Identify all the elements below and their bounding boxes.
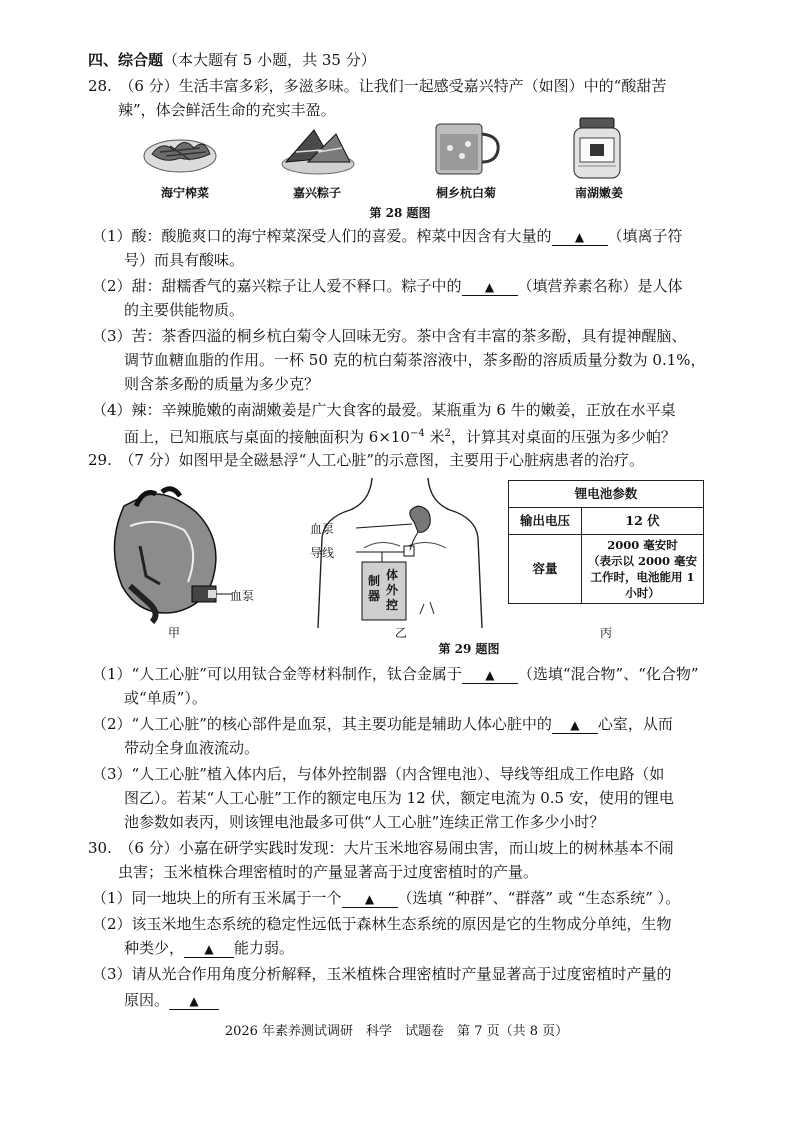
q29-p1-text: （1）“人工心脏”可以用钛合金等材料制作，钛合金属于 — [92, 665, 462, 683]
q29-p1-blank[interactable] — [462, 665, 518, 684]
fig-jia-label: 甲 — [168, 626, 181, 640]
q28-p1-text: （1）酸：酸脆爽口的海宁榨菜深受人们的喜爱。榨菜中因含有大量的 — [92, 227, 552, 245]
q29-part1-line2: 或“单质”）。 — [124, 689, 207, 707]
pickled-mustard-image — [140, 126, 220, 180]
battery-voltage-value: 12 伏 — [582, 508, 704, 535]
q29-part1-line1 — [92, 664, 699, 684]
capacity-line-2: （表示以 2000 毫安 — [587, 554, 697, 568]
q30-stem-line1: 30. （6 分）小嘉在研学实践时发现：大片玉米地容易闹虫害，而山坡上的树林基本不闹 — [88, 839, 674, 857]
battery-capacity-value — [582, 535, 704, 604]
q30-p3-blank[interactable] — [169, 991, 219, 1010]
q28-figure-caption: 第 28 题图 — [369, 206, 431, 220]
zongzi-image — [278, 124, 358, 182]
q30-stem-line2: 虫害；玉米植株合理密植时的产量显著高于过度密植时的产量。 — [118, 863, 539, 881]
q28-part2-line2: 的主要供能物质。 — [124, 301, 245, 319]
answer-marker: ▲ — [189, 994, 199, 1008]
q29-part2-line1 — [92, 714, 673, 734]
q28-p2-blank[interactable] — [462, 277, 518, 296]
q30-part1-line — [92, 888, 680, 908]
q29-part3-line3: 池参数如表丙，则该锂电池最多可供“人工心脏”连续正常工作多少小时？ — [124, 813, 605, 831]
battery-parameter-table — [508, 480, 704, 604]
answer-marker: ▲ — [484, 280, 495, 294]
q28-part3-line1: （3）苦：茶香四溢的桐乡杭白菊令人回味无穷。茶中含有丰富的茶多酚，具有提神醒脑、 — [92, 327, 687, 345]
battery-voltage-key: 输出电压 — [509, 508, 582, 535]
q30-p1-text: （1）同一地块上的所有玉米属于一个 — [92, 889, 342, 907]
q29-p1-hint: （选填“混合物”、“化合物” — [517, 665, 699, 683]
fig-bing-label: 丙 — [600, 626, 613, 640]
q28-part4-line1: （4）辣：辛辣脆嫩的南湖嫩姜是广大食客的最爱。某瓶重为 6 牛的嫩姜，正放在水平桌 — [92, 401, 676, 419]
q29-part3-line1: （3）“人工心脏”植入体内后，与体外控制器（内含锂电池）、导线等组成工作电路（如 — [92, 765, 665, 783]
fig-yi-label: 乙 — [395, 626, 408, 640]
q28-p4-unit: 米 — [424, 428, 445, 446]
q29-p2-text: （2）“人工心脏”的核心部件是血泵，其主要功能是辅助人体心脏中的 — [92, 715, 552, 733]
q28-p4-text-post: ，计算其对桌面的压强为多少帕？ — [450, 428, 676, 446]
q29-part3-line2: 图乙）。若某“人工心脏”工作的额定电压为 12 伏，额定电流为 0.5 安，使用的锂电 — [124, 789, 674, 807]
fig-yi-wire-label: 导线 — [310, 546, 335, 560]
q29-part2-line2: 带动全身血液流动。 — [124, 739, 260, 757]
q30-part2-line1: （2）该玉米地生态系统的稳定性远低于森林生态系统的原因是它的生物成分单纯，生物 — [92, 915, 672, 933]
q30-part2-line2 — [124, 938, 294, 958]
q28-part2-line1 — [92, 276, 683, 296]
answer-marker: ▲ — [574, 230, 585, 244]
q28-part4-line2 — [124, 424, 676, 447]
section-title: 四、综合题 — [88, 51, 164, 69]
q28-stem-line2: 辣”，体会鲜活生命的充实丰盈。 — [118, 101, 336, 119]
q28-p1-hint: （填离子符 — [607, 227, 683, 245]
q29-stem: 29. （7 分）如图甲是全磁悬浮“人工心脏”的示意图，主要用于心脏病患者的治疗。 — [88, 451, 645, 469]
chrysanthemum-tea-image — [428, 120, 504, 182]
tender-ginger-jar-image — [566, 116, 628, 184]
q28-p4-unit-exponent: 2 — [444, 428, 451, 439]
q28-part1-line1 — [92, 226, 683, 246]
q30-part3-line1: （3）请从光合作用角度分析解释，玉米植株合理密植时产量显著高于过度密植时产量的 — [92, 965, 672, 983]
image-label-pickled-mustard: 海宁榨菜 — [160, 186, 209, 200]
answer-marker: ▲ — [570, 718, 580, 732]
q28-p4-text-pre: 面上，已知瓶底与桌面的接触面积为 6×10 — [124, 428, 410, 446]
q30-p1-blank[interactable] — [342, 889, 398, 908]
q30-p1-hint: （选填 “种群”、“群落” 或 “生态系统” ）。 — [397, 889, 681, 907]
q28-part3-line2: 调节血糖血脂的作用。一杯 50 克的杭白菊茶溶液中，茶多酚的溶质质量分数为 0.1%， — [124, 351, 706, 369]
q29-figure-caption: 第 29 题图 — [438, 642, 500, 656]
q29-p2-hint: 心室，从而 — [597, 715, 673, 733]
battery-capacity-key: 容量 — [509, 535, 582, 604]
fig-yi-controller-label-2: 制器 — [368, 574, 381, 603]
answer-marker: ▲ — [364, 892, 375, 906]
q30-p2-text: 种类少， — [124, 939, 185, 957]
capacity-line-3: 工作时，电池能用 1 — [590, 570, 695, 584]
image-label-ginger: 南湖嫩姜 — [574, 186, 623, 200]
q29-p2-blank[interactable] — [552, 715, 598, 734]
q28-part1-line2: 号）而具有酸味。 — [124, 251, 245, 269]
image-label-chrysanthemum: 桐乡杭白菊 — [435, 186, 496, 200]
q30-p2-hint: 能力弱。 — [234, 939, 295, 957]
capacity-line-4: 小时） — [625, 586, 660, 600]
q28-stem-line1: 28. （6 分）生活丰富多彩，多滋多味。让我们一起感受嘉兴特产（如图）中的“酸甜苦 — [88, 77, 667, 95]
q30-p3-text: 原因。 — [124, 991, 170, 1009]
page-footer: 2026 年素养测试调研 科学 试题卷 第 7 页（共 8 页） — [224, 1024, 569, 1039]
q28-part3-line3: 则含茶多酚的质量为多少克？ — [124, 375, 320, 393]
q28-p2-text: （2）甜：甜糯香气的嘉兴粽子让人爱不释口。粽子中的 — [92, 277, 462, 295]
answer-marker: ▲ — [485, 668, 495, 682]
fig-yi-controller-label-1: 体外控 — [386, 568, 399, 612]
fig-jia-pump-label: 血泵 — [230, 589, 255, 603]
q28-p2-hint: （填营养素名称）是人体 — [517, 277, 683, 295]
section-note: （本大题有 5 小题，共 35 分） — [163, 51, 376, 69]
q28-p1-blank[interactable] — [552, 227, 608, 246]
fig-yi-pump-label: 血泵 — [310, 522, 335, 536]
q28-p4-exponent: −4 — [409, 428, 425, 439]
capacity-line-1: 2000 毫安时 — [607, 538, 678, 552]
q30-part3-line2 — [124, 990, 219, 1010]
image-label-zongzi: 嘉兴粽子 — [292, 186, 341, 200]
artificial-heart-diagram — [96, 486, 264, 630]
answer-marker: ▲ — [204, 942, 214, 956]
q30-p2-blank[interactable] — [184, 939, 234, 958]
section-heading — [88, 50, 376, 70]
battery-table-title: 锂电池参数 — [509, 481, 704, 508]
